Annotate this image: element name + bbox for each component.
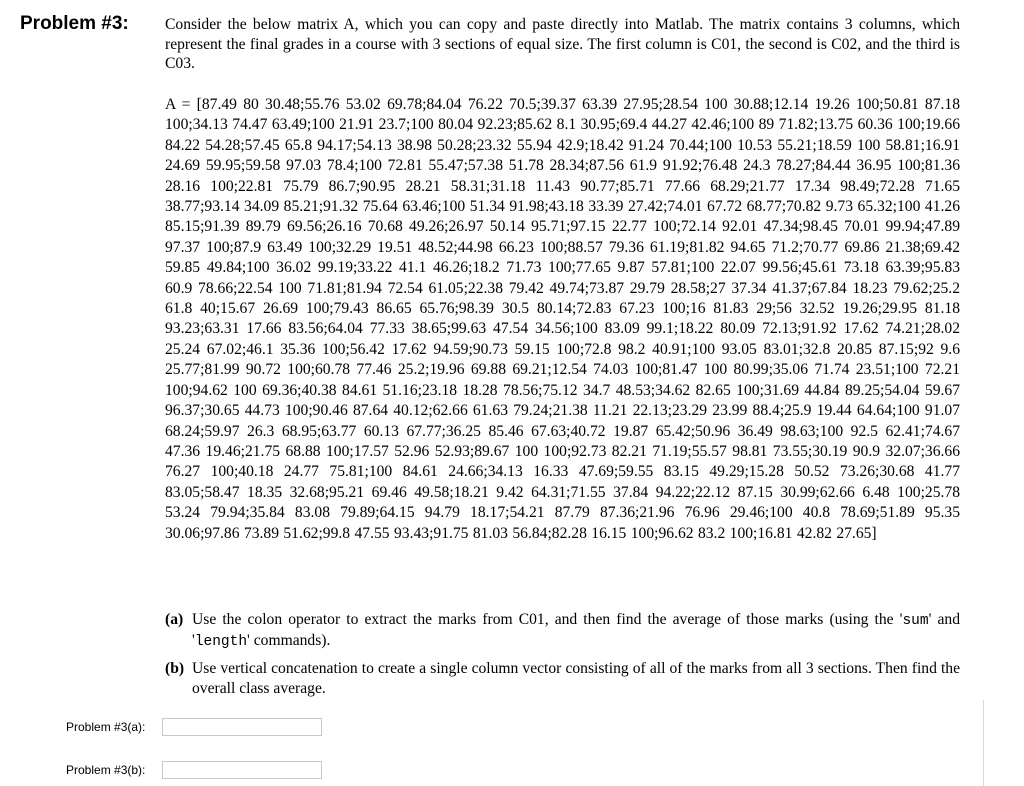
answer-input-a[interactable] — [162, 718, 322, 736]
part-a-label: (a) — [165, 611, 184, 628]
answer-row-a — [66, 718, 322, 736]
length-command: length — [194, 634, 248, 651]
problem-intro: Consider the below matrix A, which you can copy and paste directly into Matlab. The matrix contains 3 columns, which represent the final grades in a course with 3 sections of equal size. The first column is C01, the second is C02, and the third is C03. — [165, 16, 960, 73]
part-b-text: Use vertical concatenation to create a single column vector consisting of all of the marks from all 3 sections. Then find the overall class average. — [192, 659, 960, 698]
sum-command: sum — [902, 613, 929, 629]
question-parts — [165, 610, 960, 706]
answer-row-b — [66, 761, 322, 779]
problem-heading: Problem #3: — [20, 13, 129, 34]
answer-label-a: Problem #3(a): — [66, 720, 146, 734]
answer-input-b[interactable] — [162, 761, 322, 779]
part-a-text-before: Use the colon operator to extract the marks from C01, and then find the average of those marks (using the ' — [192, 611, 903, 628]
answer-label-b: Problem #3(b): — [66, 763, 146, 777]
right-divider — [983, 700, 984, 786]
matrix-definition[interactable]: A = [87.49 80 30.48;55.76 53.02 69.78;84.04 76.22 70.5;39.37 63.39 27.95;28.54 100 30.88;12.14 19.26 100;50.81 87.18 100;34.13 74.47 63.49;100 21.91 23.7;100 80.04 92.23;85.62 8.1 30.95;69.4 44.27 42.46;100 89 71.82;13.75 60.36 100;19.66 84.22 54.28;57.45 65.8 94.17;54.13 38.98 50.28;23.32 55.94 42.9;18.42 91.24 70.44;100 10.53 55.21;18.59 100 58.81;16.91 24.69 59.95;59.58 97.03 78.4;100 72.81 55.47;57.38 51.78 28.34;87.56 61.9 91.92;76.48 24.3 78.27;84.44 36.95 100;81.36 28.16 100;22.81 75.79 86.7;90.95 28.21 58.31;31.18 11.43 90.77;85.71 77.66 68.29;21.77 17.34 98.49;72.28 71.65 38.77;93.14 34.09 85.21;91.32 75.64 63.46;100 51.34 91.98;43.18 33.39 27.42;74.01 67.72 68.77;70.82 9.73 65.32;100 41.26 85.15;91.39 89.79 69.56;26.16 70.68 49.26;26.97 50.14 95.71;97.15 22.77 100;72.14 92.01 47.34;98.45 70.01 99.94;47.89 97.37 100;87.9 63.49 100;32.29 19.51 48.52;44.98 66.23 100;88.57 79.36 61.19;81.82 94.65 71.2;70.77 69.86 21.38;69.42 59.85 49.84;100 36.02 99.19;33.22 41.1 46.26;18.2 71.73 100;77.65 9.87 57.81;100 22.07 99.56;45.61 73.18 63.39;95.83 60.9 78.66;22.54 100 71.81;81.94 72.54 61.05;22.38 79.42 49.74;73.87 29.79 28.58;27 37.34 41.37;67.84 18.23 79.62;25.2 61.8 40;15.67 26.69 100;79.43 86.65 65.76;98.39 30.5 80.14;72.83 67.23 100;16 81.83 29;56 32.52 19.26;29.95 81.18 93.23;63.31 17.66 83.56;64.04 77.33 38.65;99.63 47.54 34.56;100 83.09 99.1;18.22 80.09 72.13;91.92 17.62 74.21;28.02 25.24 67.02;46.1 35.36 100;56.42 17.62 94.59;90.73 59.15 100;72.8 98.2 40.91;100 93.05 83.01;32.8 20.85 87.15;92 9.6 25.77;81.99 90.72 100;60.78 77.46 25.2;19.96 69.88 69.21;12.54 74.03 100;81.47 100 80.99;35.06 71.74 23.51;100 72.21 100;94.62 100 69.36;40.38 84.61 51.16;23.18 18.28 78.56;75.12 34.7 48.53;34.62 82.65 100;31.69 44.84 89.25;54.04 59.67 96.37;30.65 44.73 100;90.46 87.64 40.12;62.66 61.63 79.24;21.38 11.21 22.13;23.29 23.99 88.4;25.9 19.44 64.64;100 91.07 68.24;59.97 26.3 68.95;63.77 60.13 67.77;36.25 85.46 67.63;40.72 19.87 65.42;50.96 36.49 98.63;100 92.5 62.41;74.67 47.36 19.46;21.75 68.88 100;17.57 52.96 52.93;89.67 100 100;92.73 82.21 71.19;55.57 98.81 73.55;30.19 90.9 32.07;36.66 76.27 100;40.18 24.77 75.81;100 84.61 24.66;34.13 16.33 47.69;59.55 83.15 49.29;15.28 50.52 73.26;30.68 41.77 83.05;58.47 18.35 32.68;95.21 69.46 49.58;18.21 9.42 64.31;71.55 37.84 94.22;22.12 87.15 30.99;62.66 6.48 100;25.78 53.24 79.94;35.84 83.08 79.89;64.15 94.79 18.17;54.21 87.79 87.36;21.96 76.96 29.46;100 40.8 78.69;51.89 95.35 30.06;97.86 73.89 51.62;99.8 47.55 93.43;91.75 81.03 56.84;82.28 16.15 100;96.62 83.2 100;16.81 42.82 27.65] — [165, 96, 960, 542]
part-a-text-mid: ' and ' — [192, 611, 960, 650]
part-b — [165, 659, 960, 700]
part-b-label: (b) — [165, 659, 185, 677]
part-a-text — [192, 610, 960, 653]
part-a — [165, 610, 960, 653]
part-a-text-after: ' commands). — [247, 632, 331, 650]
